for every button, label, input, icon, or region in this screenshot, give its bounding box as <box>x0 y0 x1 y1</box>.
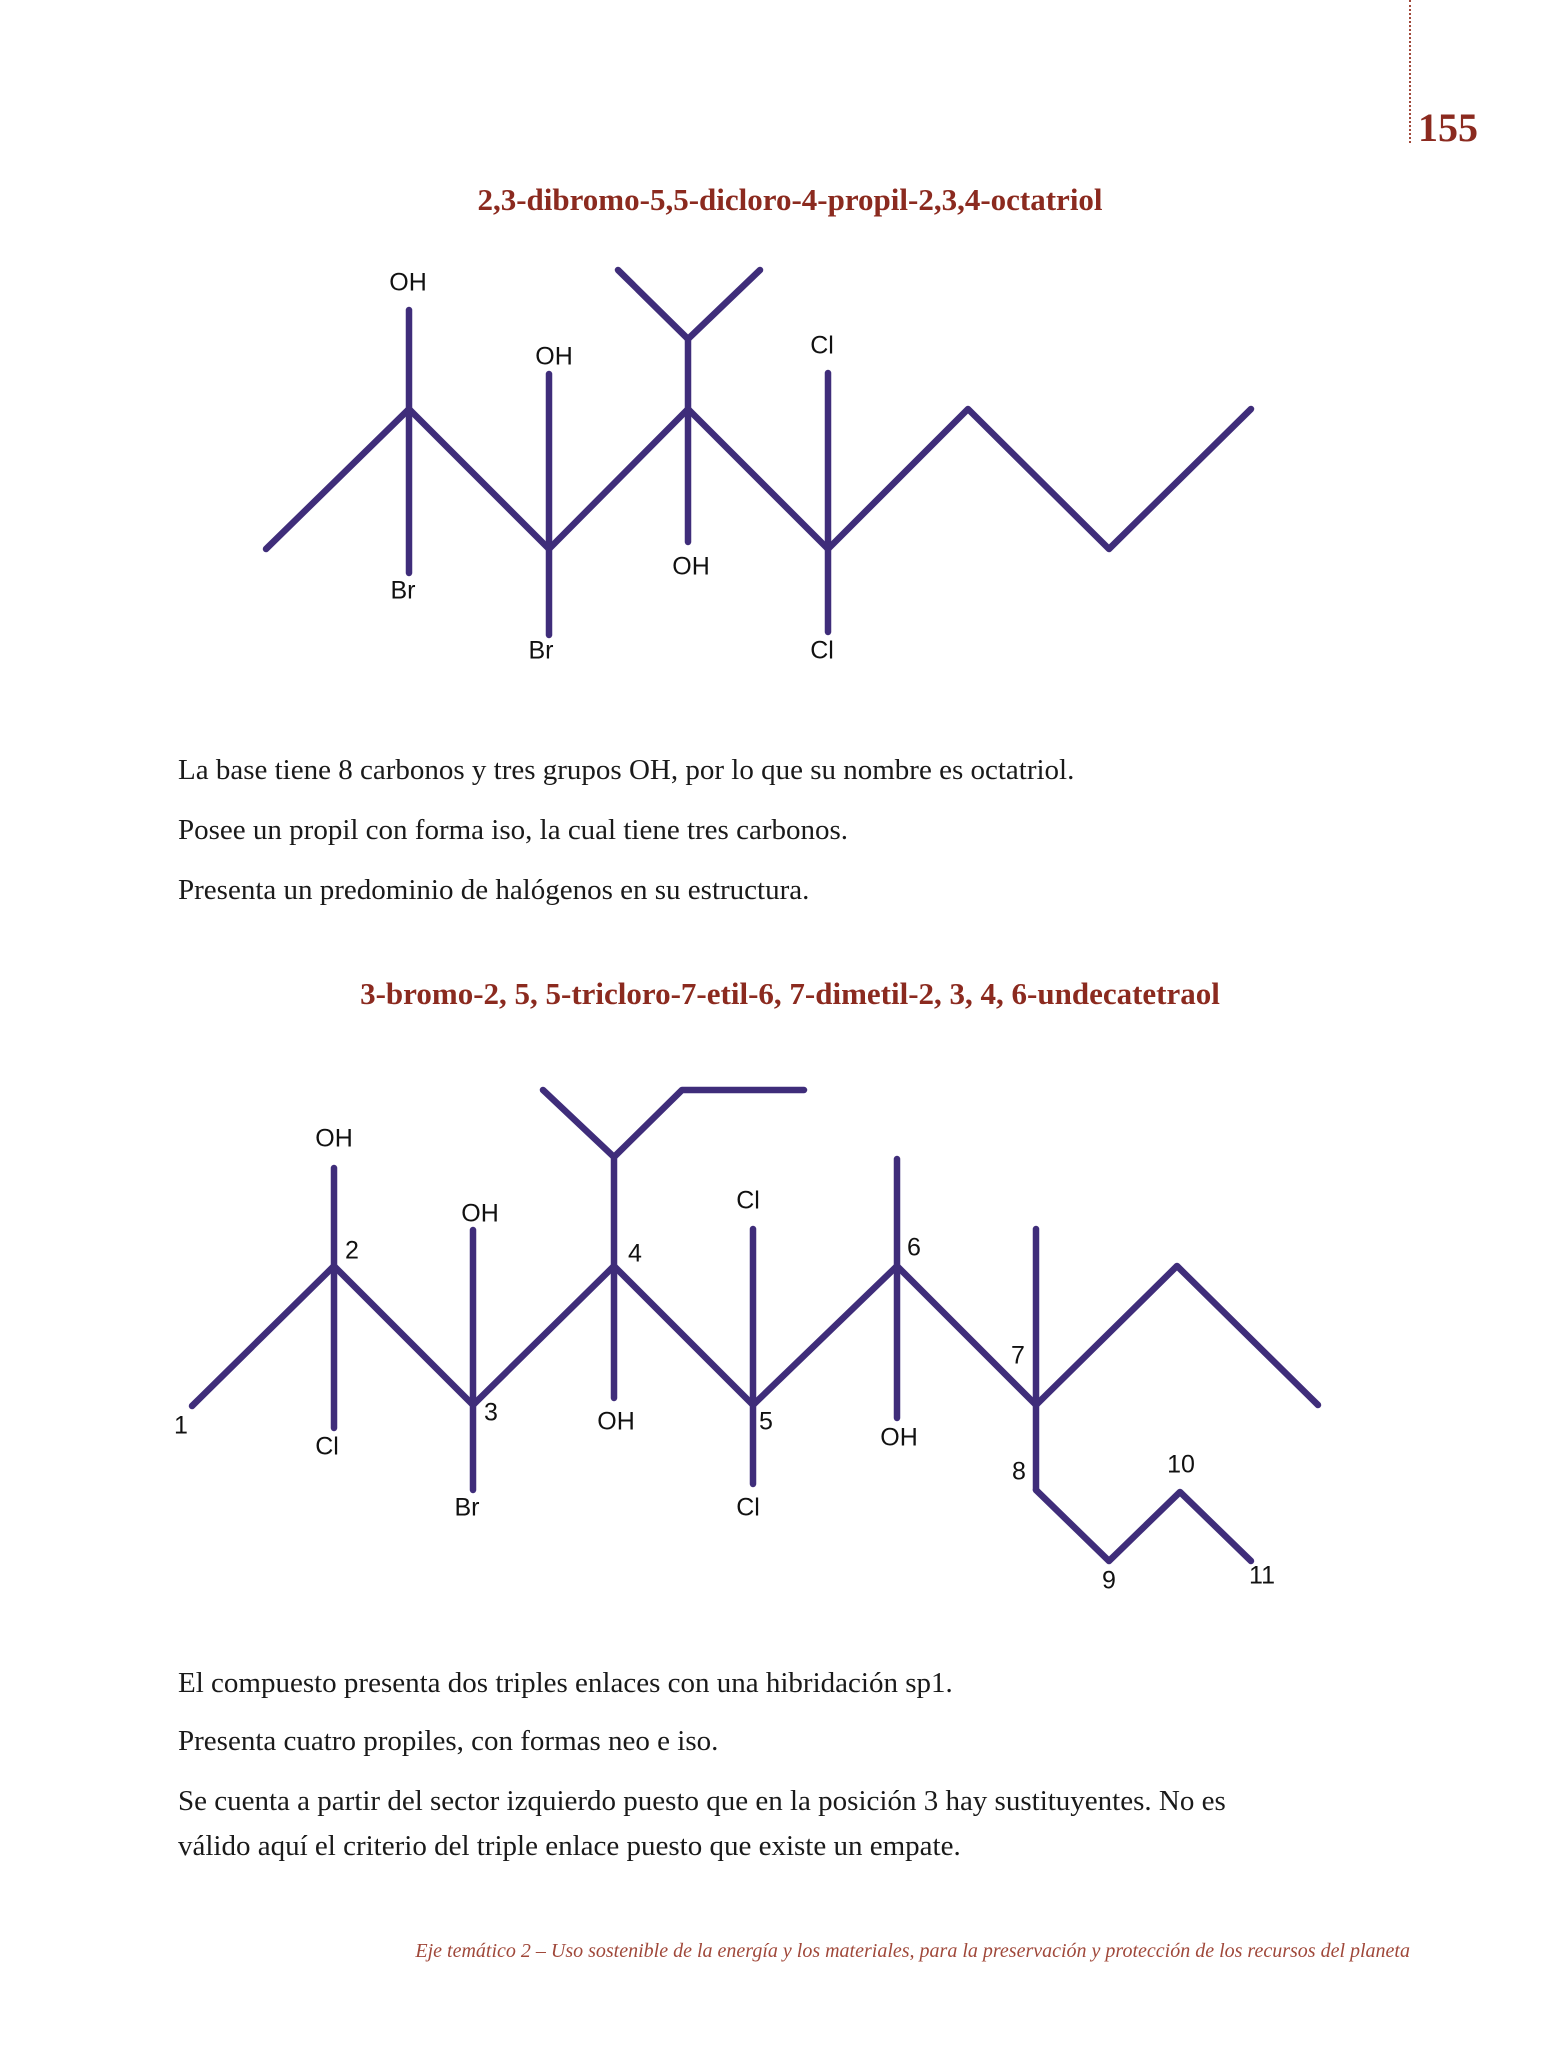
label: Cl <box>810 636 834 665</box>
paragraph: La base tiene 8 carbonos y tres grupos OH, por lo que su nombre es octatriol. <box>178 754 1075 786</box>
label: Br <box>528 636 554 665</box>
branch-c4 <box>543 1090 804 1157</box>
label: Cl <box>810 331 834 360</box>
compound1-title: 2,3-dibromo-5,5-dicloro-4-propil-2,3,4-octatriol <box>477 182 1103 217</box>
carbon-number: 5 <box>759 1407 773 1436</box>
label: Cl <box>736 1186 760 1215</box>
carbon-number: 3 <box>484 1398 498 1427</box>
label: OH <box>535 342 573 371</box>
paragraph: Presenta un predominio de halógenos en su estructura. <box>178 874 810 906</box>
carbon-number: 10 <box>1167 1450 1195 1479</box>
label: Br <box>454 1493 480 1522</box>
carbon-number: 1 <box>174 1411 188 1440</box>
footer: Eje temático 2 – Uso sostenible de la energía y los materiales, para la preservación y protección de los recursos del planeta <box>415 1940 1410 1962</box>
main-chain <box>266 409 1251 549</box>
carbon-number: 2 <box>345 1236 359 1265</box>
isopropyl-branch <box>618 270 760 339</box>
label: Cl <box>315 1432 339 1461</box>
paragraph: El compuesto presenta dos triples enlaces con una hibridación sp1. <box>178 1667 953 1699</box>
label: OH <box>389 268 427 297</box>
paragraph: Se cuenta a partir del sector izquierdo puesto que en la posición 3 hay sustituyentes. No es <box>178 1785 1226 1817</box>
carbon-number: 4 <box>628 1239 642 1268</box>
label: OH <box>315 1124 353 1153</box>
compound2-structure <box>174 1090 1318 1595</box>
carbon-number: 6 <box>907 1233 921 1262</box>
carbon-number: 8 <box>1012 1457 1026 1486</box>
carbon-number: 11 <box>1249 1561 1275 1590</box>
label: Br <box>390 576 416 605</box>
chain-tail <box>1036 1490 1251 1561</box>
carbon-number: 7 <box>1011 1341 1025 1370</box>
carbon-number: 9 <box>1102 1566 1116 1595</box>
label: Cl <box>736 1493 760 1522</box>
label: OH <box>672 552 710 581</box>
page-number: 155 <box>1418 105 1478 150</box>
label: OH <box>880 1423 918 1452</box>
paragraph: Presenta cuatro propiles, con formas neo e iso. <box>178 1725 719 1757</box>
paragraph: Posee un propil con forma iso, la cual tiene tres carbonos. <box>178 814 849 846</box>
compound1-structure <box>266 269 1251 665</box>
label: OH <box>461 1199 499 1228</box>
compound2-title: 3-bromo-2, 5, 5-tricloro-7-etil-6, 7-dimetil-2, 3, 4, 6-undecatetraol <box>360 976 1220 1011</box>
label: OH <box>597 1407 635 1436</box>
paragraph: válido aquí el criterio del triple enlace puesto que existe un empate. <box>178 1830 961 1862</box>
